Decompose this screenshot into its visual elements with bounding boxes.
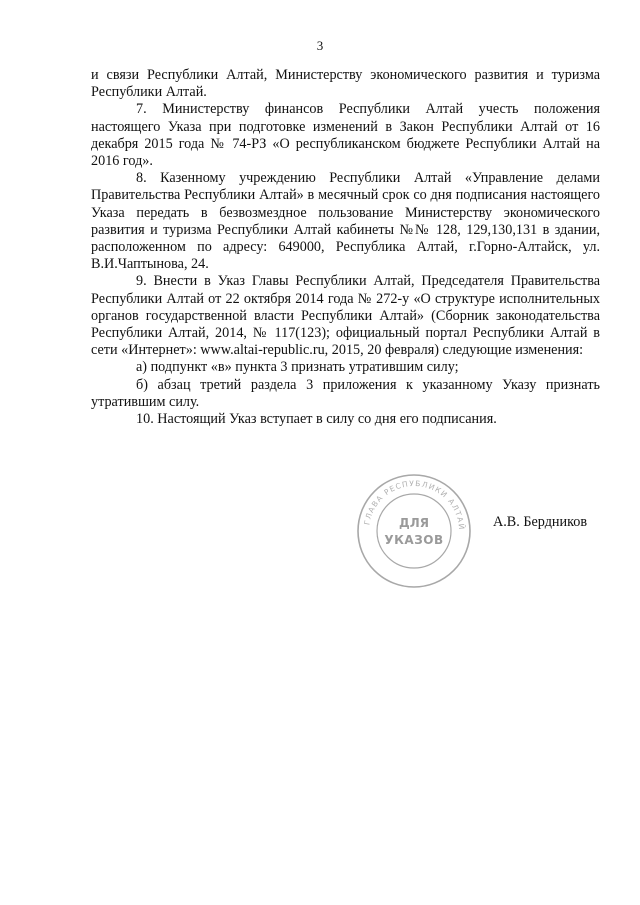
official-seal-stamp <box>355 472 473 590</box>
paragraph-item-8: 8. Казенному учреждению Республики Алтай «Управление делами Правительства Республики Алтай» в месячный срок со дня подписания настоящего Указа передать в безвозмездное пользование Министерству экономического развития и туризма Республики Алтай кабинеты №№ 128, 129,130,131 в здании, расположенном по адресу: 649000, Республика Алтай, г.Горно-Алтайск, ул. В.И.Чаптынова, 24. <box>91 170 600 273</box>
seal-outer-ring <box>358 475 470 587</box>
seal-line-1: ДЛЯ <box>399 516 429 530</box>
seal-inner-ring <box>377 494 451 568</box>
paragraph-item-9: 9. Внести в Указ Главы Республики Алтай, Председателя Правительства Республики Алтай от 22 октября 2014 года № 272-у «О структуре исполнительных органов государственной власти Республики Алтай» (Сборник законодательства Республики Алтай, 2014, № 117(123); официальный портал Республики Алтай в сети «Интернет»: www.altai-republic.ru, 2015, 20 февраля) следующие изменения: <box>91 273 600 359</box>
paragraph-item-7: 7. Министерству финансов Республики Алтай учесть положения настоящего Указа при подготовке изменений в Закон Республики Алтай от 16 декабря 2015 года № 74-РЗ «О республиканском бюджете Республики Алтай на 2016 год». <box>91 101 600 170</box>
page-number: 3 <box>316 38 324 53</box>
paragraph-item-10: 10. Настоящий Указ вступает в силу со дня его подписания. <box>136 411 497 428</box>
paragraph-continuation: и связи Республики Алтай, Министерству экономического развития и туризма Республики Алтай. <box>91 67 600 101</box>
paragraph-subitem-b: б) абзац третий раздела 3 приложения к указанному Указу признать утратившим силу. <box>91 376 600 410</box>
document-body <box>91 67 600 428</box>
signature-block <box>355 472 615 582</box>
seal-line-2: УКАЗОВ <box>384 533 444 547</box>
seal-ring-text: ГЛАВА РЕСПУБЛИКИ АЛТАЙ <box>362 478 467 531</box>
signer-name: А.В. Бердников <box>493 514 588 530</box>
paragraph-subitem-a: а) подпункт «в» пункта 3 признать утратившим силу; <box>136 359 459 376</box>
